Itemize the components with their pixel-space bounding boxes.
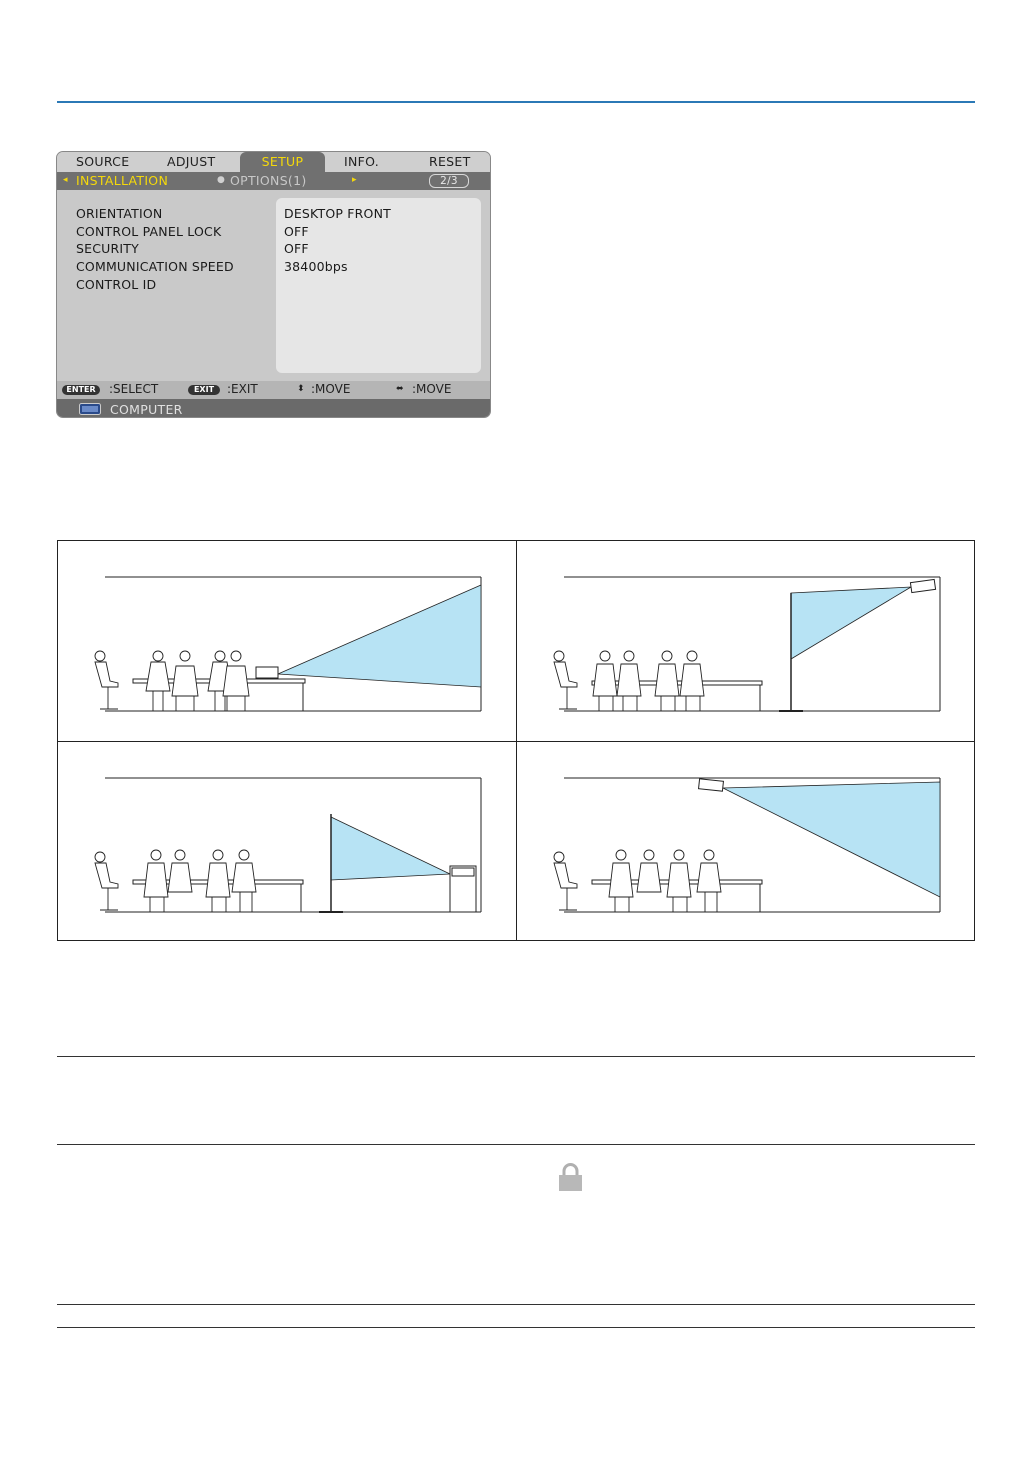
ceiling-rear-diagram — [517, 541, 975, 741]
subtab-bar — [57, 172, 490, 190]
table-rule-1 — [57, 1056, 975, 1057]
row-value-security: OFF — [284, 241, 309, 256]
tab-info[interactable]: INFO. — [344, 154, 380, 169]
table-rule-2 — [57, 1144, 975, 1145]
left-right-arrow-icon: ⬌ — [396, 384, 404, 394]
tab-reset[interactable]: RESET — [429, 154, 471, 169]
enter-key-icon: ENTER — [62, 385, 100, 395]
padlock-icon — [558, 1163, 583, 1192]
tab-source[interactable]: SOURCE — [76, 154, 130, 169]
row-label-security[interactable]: SECURITY — [76, 241, 139, 256]
bullet-icon: ● — [217, 175, 226, 185]
exit-key-icon: EXIT — [188, 385, 220, 395]
desktop-front-diagram — [58, 541, 516, 741]
up-down-arrow-icon: ⬍ — [297, 384, 305, 394]
desktop-rear-diagram — [58, 742, 516, 942]
row-label-control-panel-lock[interactable]: CONTROL PANEL LOCK — [76, 224, 222, 239]
tab-setup[interactable]: SETUP — [240, 152, 325, 172]
right-arrow-icon: ▸ — [352, 175, 357, 185]
subtab-installation[interactable]: INSTALLATION — [76, 173, 169, 188]
table-rule-3 — [57, 1304, 975, 1305]
footer-move-updown: :MOVE — [311, 382, 351, 396]
computer-input-icon — [79, 403, 101, 415]
row-value-orientation: DESKTOP FRONT — [284, 206, 391, 221]
row-label-communication-speed[interactable]: COMMUNICATION SPEED — [76, 259, 234, 274]
row-value-control-panel-lock: OFF — [284, 224, 309, 239]
subtab-options[interactable]: OPTIONS(1) — [230, 173, 307, 188]
orientation-illustration-grid — [57, 540, 975, 941]
menu-tab-bar — [57, 152, 490, 172]
header-rule — [57, 101, 975, 103]
left-arrow-icon: ◂ — [63, 175, 68, 185]
table-rule-4 — [57, 1327, 975, 1328]
row-label-control-id[interactable]: CONTROL ID — [76, 277, 157, 292]
page-indicator: 2/3 — [429, 174, 469, 188]
row-value-communication-speed: 38400bps — [284, 259, 348, 274]
footer-move-leftright: :MOVE — [412, 382, 452, 396]
tab-adjust[interactable]: ADJUST — [167, 154, 216, 169]
row-label-orientation[interactable]: ORIENTATION — [76, 206, 163, 221]
footer-exit: :EXIT — [227, 382, 258, 396]
source-name: COMPUTER — [110, 402, 183, 417]
ceiling-front-diagram — [517, 742, 975, 942]
osd-menu-screenshot — [56, 151, 491, 418]
footer-select: :SELECT — [109, 382, 159, 396]
source-status-bar — [57, 399, 490, 418]
menu-footer — [57, 381, 490, 399]
